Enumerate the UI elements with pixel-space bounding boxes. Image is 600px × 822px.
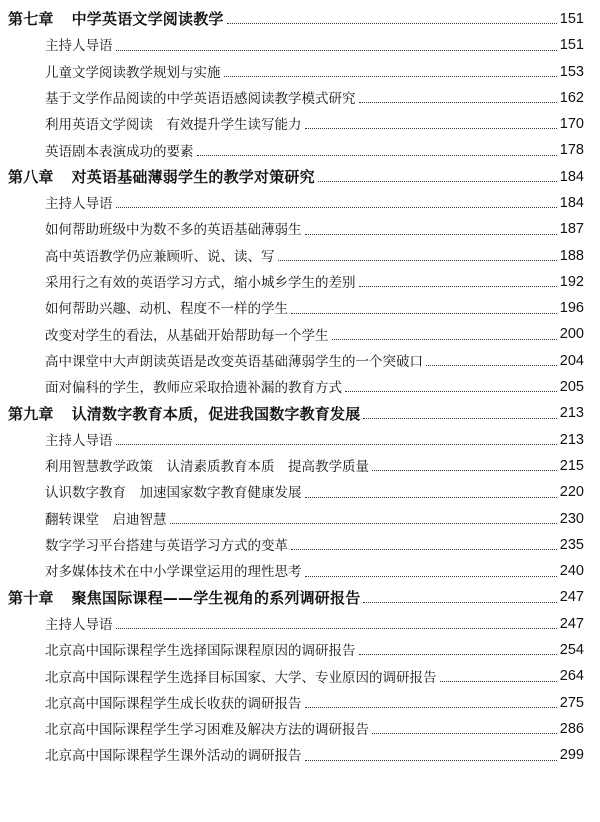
page-number: 286 bbox=[559, 720, 584, 737]
toc-section[interactable] bbox=[0, 346, 600, 372]
section-title: 面对偏科的学生，教师应采取拾遗补漏的教育方式 bbox=[45, 380, 342, 397]
page-number: 235 bbox=[559, 536, 584, 553]
toc-section[interactable] bbox=[0, 530, 600, 556]
page-number: 204 bbox=[559, 352, 584, 369]
section-title: 数字学习平台搭建与英语学习方式的变革 bbox=[45, 538, 288, 555]
toc-section[interactable] bbox=[0, 609, 600, 635]
dot-leader bbox=[318, 181, 557, 182]
dot-leader bbox=[363, 418, 556, 419]
toc-section[interactable] bbox=[0, 267, 600, 293]
toc-section[interactable] bbox=[0, 372, 600, 398]
toc-section[interactable] bbox=[0, 320, 600, 346]
section-title: 北京高中国际课程学生学习困难及解决方法的调研报告 bbox=[45, 722, 369, 739]
chapter-number: 第八章 bbox=[8, 168, 54, 187]
toc-section[interactable] bbox=[0, 504, 600, 530]
toc-section[interactable] bbox=[0, 556, 600, 582]
toc-chapter[interactable] bbox=[0, 162, 600, 188]
section-title: 主持人导语 bbox=[45, 38, 113, 55]
page-number: 188 bbox=[559, 247, 584, 264]
dot-leader bbox=[440, 681, 557, 682]
page-number: 153 bbox=[559, 63, 584, 80]
section-title: 认识数字教育 加速国家数字教育健康发展 bbox=[45, 485, 302, 502]
section-title: 主持人导语 bbox=[45, 432, 113, 449]
page-number: 240 bbox=[559, 563, 584, 580]
toc-section[interactable] bbox=[0, 214, 600, 240]
dot-leader bbox=[359, 654, 557, 655]
section-title: 北京高中国际课程学生选择国际课程原因的调研报告 bbox=[45, 643, 356, 660]
page-number: 213 bbox=[559, 431, 584, 448]
page-number: 184 bbox=[559, 194, 584, 211]
page-number: 178 bbox=[559, 142, 584, 159]
section-title: 利用英语文学阅读 有效提升学生读写能力 bbox=[45, 117, 302, 134]
dot-leader bbox=[305, 234, 557, 235]
dot-leader bbox=[359, 286, 557, 287]
toc-section[interactable] bbox=[0, 714, 600, 740]
dot-leader bbox=[197, 155, 557, 156]
page-number: 196 bbox=[559, 300, 584, 317]
toc-section[interactable] bbox=[0, 688, 600, 714]
toc-section[interactable] bbox=[0, 30, 600, 56]
page-number: 215 bbox=[559, 457, 584, 474]
toc-chapter[interactable] bbox=[0, 4, 600, 30]
page-number: 247 bbox=[559, 589, 584, 606]
dot-leader bbox=[372, 733, 557, 734]
page-number: 275 bbox=[559, 694, 584, 711]
toc-section[interactable] bbox=[0, 451, 600, 477]
dot-leader bbox=[426, 365, 557, 366]
page-number: 254 bbox=[559, 642, 584, 659]
page-number: 205 bbox=[559, 379, 584, 396]
page-number: 184 bbox=[559, 168, 584, 185]
section-title: 儿童文学阅读教学规划与实施 bbox=[45, 64, 221, 81]
dot-leader bbox=[332, 339, 557, 340]
section-title: 主持人导语 bbox=[45, 616, 113, 633]
section-title: 对多媒体技术在中小学课堂运用的理性思考 bbox=[45, 564, 302, 581]
section-title: 北京高中国际课程学生课外活动的调研报告 bbox=[45, 748, 302, 765]
dot-leader bbox=[224, 76, 557, 77]
toc-entry-title bbox=[8, 168, 315, 188]
page-number: 200 bbox=[559, 326, 584, 343]
chapter-title: 认清数字教育本质，促进我国数字教育发展 bbox=[71, 404, 361, 423]
dot-leader bbox=[291, 313, 557, 314]
toc-section[interactable] bbox=[0, 740, 600, 766]
dot-leader bbox=[278, 260, 557, 261]
dot-leader bbox=[359, 102, 557, 103]
toc-section[interactable] bbox=[0, 241, 600, 267]
dot-leader bbox=[116, 628, 557, 629]
toc-entry-title bbox=[8, 589, 360, 609]
dot-leader bbox=[170, 523, 557, 524]
dot-leader bbox=[345, 391, 557, 392]
section-title: 高中课堂中大声朗读英语是改变英语基础薄弱学生的一个突破口 bbox=[45, 353, 423, 370]
chapter-number: 第十章 bbox=[8, 588, 54, 607]
dot-leader bbox=[305, 497, 557, 498]
page-number: 220 bbox=[559, 484, 584, 501]
dot-leader bbox=[291, 549, 557, 550]
dot-leader bbox=[227, 23, 557, 24]
section-title: 如何帮助班级中为数不多的英语基础薄弱生 bbox=[45, 222, 302, 239]
toc-section[interactable] bbox=[0, 293, 600, 319]
page-number: 151 bbox=[559, 37, 584, 54]
dot-leader bbox=[116, 50, 557, 51]
dot-leader bbox=[363, 602, 556, 603]
page-number: 213 bbox=[559, 405, 584, 422]
section-title: 主持人导语 bbox=[45, 196, 113, 213]
section-title: 如何帮助兴趣、动机、程度不一样的学生 bbox=[45, 301, 288, 318]
section-title: 改变对学生的看法，从基础开始帮助每一个学生 bbox=[45, 327, 329, 344]
section-title: 利用智慧教学政策 认清素质教育本质 提高教学质量 bbox=[45, 459, 369, 476]
toc-entry-title bbox=[8, 10, 224, 30]
toc-section[interactable] bbox=[0, 135, 600, 161]
section-title: 翻转课堂 启迪智慧 bbox=[45, 511, 167, 528]
toc-chapter[interactable] bbox=[0, 583, 600, 609]
dot-leader bbox=[305, 576, 557, 577]
section-title: 基于文学作品阅读的中学英语语感阅读教学模式研究 bbox=[45, 91, 356, 107]
page-number: 151 bbox=[559, 10, 584, 27]
page-number: 247 bbox=[559, 615, 584, 632]
dot-leader bbox=[305, 707, 557, 708]
chapter-title: 中学英语文学阅读教学 bbox=[71, 10, 224, 29]
chapter-number: 第九章 bbox=[8, 404, 54, 423]
chapter-title: 对英语基础薄弱学生的教学对策研究 bbox=[71, 168, 315, 187]
dot-leader bbox=[116, 444, 557, 445]
dot-leader bbox=[305, 128, 557, 129]
toc-section[interactable] bbox=[0, 57, 600, 83]
toc-section[interactable] bbox=[0, 83, 600, 109]
section-title: 高中英语教学仍应兼顾听、说、读、写 bbox=[45, 248, 275, 265]
page-number: 299 bbox=[559, 747, 584, 764]
dot-leader bbox=[305, 760, 557, 761]
chapter-number: 第七章 bbox=[8, 10, 54, 29]
toc-section[interactable] bbox=[0, 477, 600, 503]
page-number: 162 bbox=[559, 89, 584, 106]
toc-section[interactable] bbox=[0, 635, 600, 661]
toc-section[interactable] bbox=[0, 661, 600, 687]
chapter-title: 聚焦国际课程——学生视角的系列调研报告 bbox=[71, 588, 361, 607]
dot-leader bbox=[372, 470, 557, 471]
section-title: 采用行之有效的英语学习方式，缩小城乡学生的差别 bbox=[45, 275, 356, 292]
section-title: 英语剧本表演成功的要素 bbox=[45, 143, 194, 160]
page-number: 230 bbox=[559, 510, 584, 527]
page-number: 187 bbox=[559, 221, 584, 238]
page-number: 192 bbox=[559, 273, 584, 290]
toc-chapter[interactable] bbox=[0, 398, 600, 424]
page-number: 264 bbox=[559, 668, 584, 685]
section-title: 北京高中国际课程学生选择目标国家、大学、专业原因的调研报告 bbox=[45, 669, 437, 686]
toc-section[interactable] bbox=[0, 188, 600, 214]
toc-section[interactable] bbox=[0, 109, 600, 135]
toc-entry-title bbox=[8, 405, 360, 425]
page-number: 170 bbox=[559, 116, 584, 133]
toc-section[interactable] bbox=[0, 425, 600, 451]
section-title: 北京高中国际课程学生成长收获的调研报告 bbox=[45, 695, 302, 712]
dot-leader bbox=[116, 207, 557, 208]
